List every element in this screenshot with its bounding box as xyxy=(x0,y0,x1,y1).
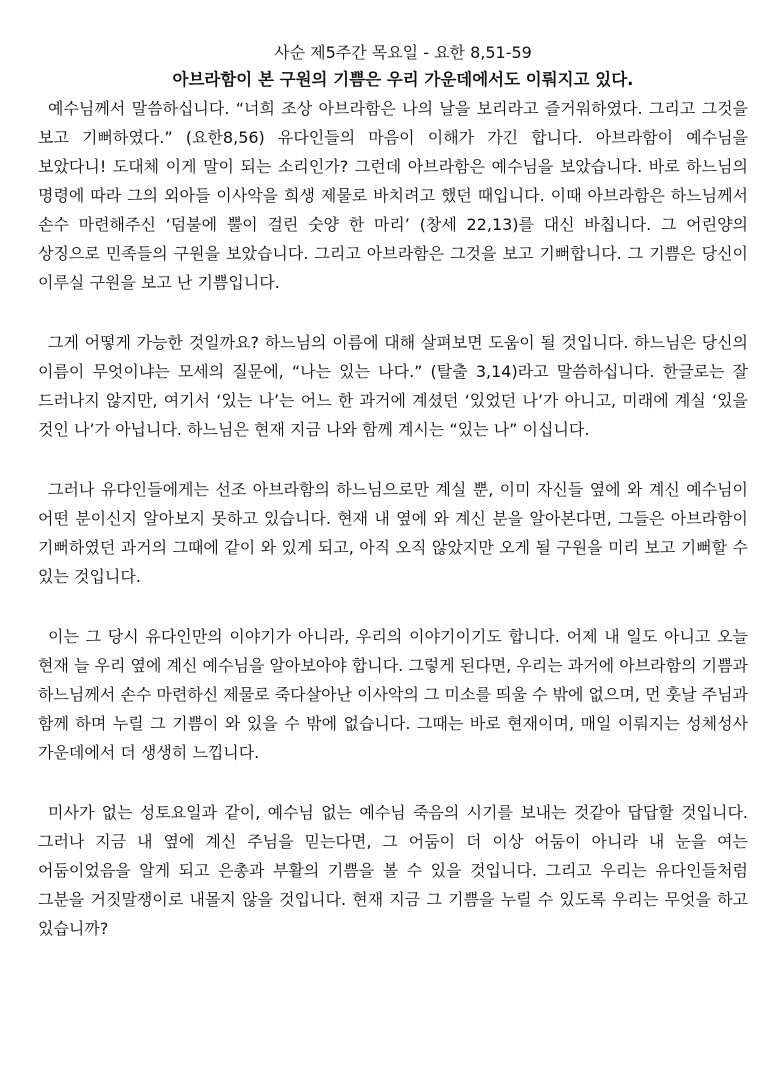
document-title: 아브라함이 본 구원의 기쁨은 우리 가운데에서도 이뤄지고 있다. xyxy=(172,70,634,89)
paragraph-5: 미사가 없는 성토요일과 같이, 예수님 없는 예수님 죽음의 시기를 보내는 것같아 답답할 것입니다. 그러나 지금 내 옆에 계신 주님을 믿는다면, 그 어둠이 더 이상 어둠이 아니라 내 눈을 여는 어둠이었음을 알게 되고 은총과 부활의 기쁨을 볼 수 있을 것입니다. 그리고 우리는 유다인들처럼 그분을 거짓말쟁이로 내몰지 않을 것입니다. 현재 지금 그 기쁨을 누릴 수 있도록 우리는 무엇을 하고 있습니까? xyxy=(38,803,748,938)
paragraph-1: 예수님께서 말씀하십니다. “너희 조상 아브라함은 나의 날을 보리라고 즐거워하였다. 그리고 그것을 보고 기뻐하였다.” (요한8,56) 유다인들의 마음이 이해가 가긴 합니다. 아브라함이 예수님을 보았다니! 도대체 이게 말이 되는 소리인가? 그런데 아브라함은 예수님을 보았습니다. 바로 하느님의 명령에 따라 그의 외아들 이사악을 희생 제물로 바치려고 했던 때입니다. 이때 아브라함은 하느님께서 손수 마련해주신 ‘덤불에 뿔이 걸린 숫양 한 마리’ (창세 22,13)를 대신 바칩니다. 그 어린양의 상징으로 민족들의 구원을 보았습니다. 그리고 아브라함은 그것을 보고 기뻐합니다. 그 기쁨은 당신이 이루실 구원을 보고 난 기쁨입니다. xyxy=(38,99,748,292)
document-header xyxy=(58,40,748,94)
paragraph-3: 그러나 유다인들에게는 선조 아브라함의 하느님으로만 계실 뿐, 이미 자신들 옆에 와 계신 예수님이 어떤 분이신지 알아보지 못하고 있습니다. 현재 내 옆에 와 계신 분을 알아본다면, 그들은 아브라함이 기뻐하였던 과거의 그때에 같이 와 있게 되고, 아직 오직 않았지만 오게 될 구원을 미리 보고 기뻐할 수 있는 것입니다. xyxy=(38,480,748,586)
paragraph-2: 그게 어떻게 가능한 것일까요? 하느님의 이름에 대해 살펴보면 도움이 될 것입니다. 하느님은 당신의 이름이 무엇이냐는 모세의 질문에, “나는 있는 나다.” (탈출 3,14)라고 말씀하십니다. 한글로는 잘 드러나지 않지만, 여기서 ‘있는 나’는 어느 한 과거에 계셨던 ‘있었던 나’가 아니고, 미래에 계실 ‘있을 것인 나’가 아닙니다. 하느님은 현재 지금 나와 함께 계시는 “있는 나” 이십니다. xyxy=(38,333,748,439)
reading-reference: 사순 제5주간 목요일 - 요한 8,51-59 xyxy=(274,43,532,62)
paragraph-4: 이는 그 당시 유다인만의 이야기가 아니라, 우리의 이야기이기도 합니다. 어제 내 일도 아니고 오늘 현재 늘 우리 옆에 계신 예수님을 알아보아야 합니다. 그렇게 된다면, 우리는 과거에 아브라함의 기쁨과 하느님께서 손수 마련하신 제물로 죽다살아난 이사악의 그 미소를 띄울 수 밖에 없으며, 먼 훗날 주님과 함께 하며 누릴 그 기쁨이 와 있을 수 밖에 없습니다. 그때는 바로 현재이며, 매일 이뤄지는 성체성사 가운데에서 더 생생히 느낍니다. xyxy=(38,627,748,762)
document-page xyxy=(38,40,748,974)
